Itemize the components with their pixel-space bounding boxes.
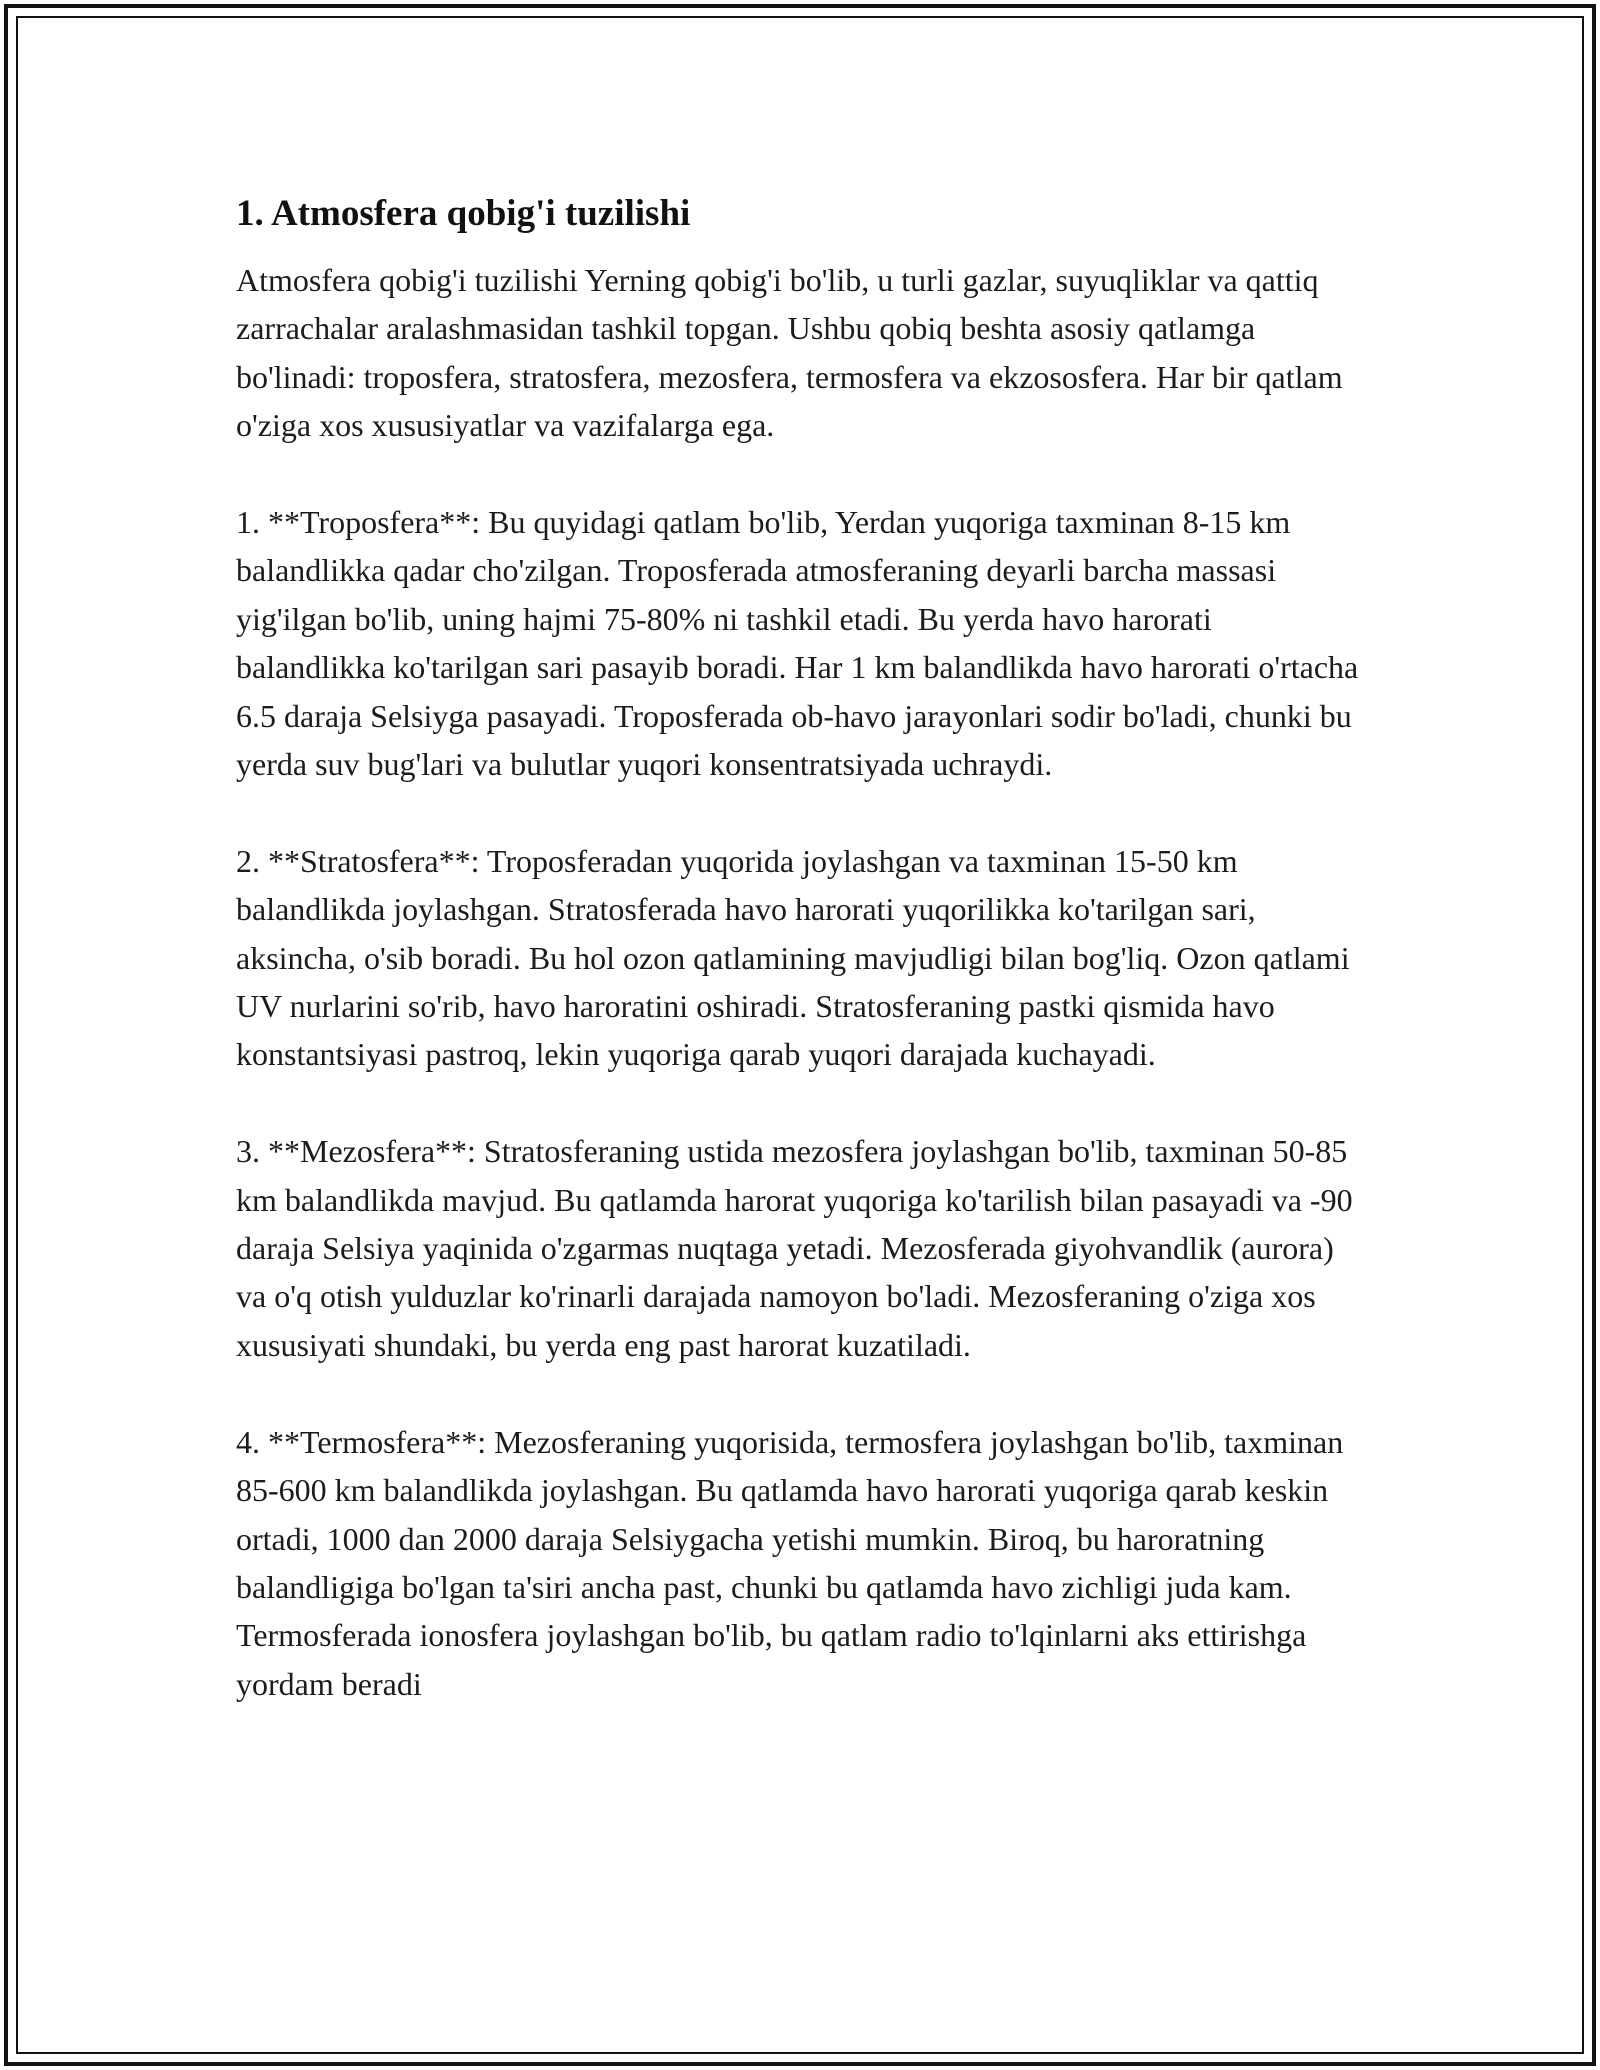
troposfera-paragraph: 1. **Troposfera**: Bu quyidagi qatlam bo'lib, Yerdan yuqoriga taxminan 8-15 km balandlikka qadar cho'zilgan. Troposferada atmosferaning deyarli barcha massasi yig'ilgan bo'lib, uning hajmi 75-80% ni tashkil etadi. Bu yerda havo harorati balandlikka ko'tarilgan sari pasayib boradi. Har 1 km balandlikda havo harorati o'rtacha 6.5 daraja Selsiyga pasayadi. Troposferada ob-havo jarayonlari sodir bo'ladi, chunki bu yerda suv bug'lari va bulutlar yuqori konsentratsiyada uchraydi. — [236, 504, 1359, 783]
termosfera-paragraph: 4. **Termosfera**: Mezosferaning yuqorisida, termosfera joylashgan bo'lib, taxminan 85-600 km balandlikda joylashgan. Bu qatlamda havo harorati yuqoriga qarab keskin ortadi, 1000 dan 2000 daraja Selsiygacha yetishi mumkin. Biroq, bu haroratning balandligiga bo'lgan ta'siri ancha past, chunki bu qatlamda havo zichligi juda kam. Termosferada ionosfera joylashgan bo'lib, bu qatlam radio to'lqinlarni aks ettirishga yordam beradi — [236, 1423, 1344, 1702]
intro-paragraph: Atmosfera qobig'i tuzilishi Yerning qobig'i bo'lib, u turli gazlar, suyuqliklar va qattiq zarrachalar aralashmasidan tashkil topgan. Ushbu qobiq beshta asosiy qatlamga bo'linadi: troposfera, stratosfera, mezosfera, termosfera va ekzososfera. Har bir qatlam o'ziga xos xususiyatlar va vazifalarga ega. — [236, 262, 1343, 444]
document-body — [236, 186, 1364, 1708]
mezosfera-paragraph: 3. **Mezosfera**: Stratosferaning ustida mezosfera joylashgan bo'lib, taxminan 50-85 km balandlikda mavjud. Bu qatlamda harorat yuqoriga ko'tarilish bilan pasayadi va -90 daraja Selsiya yaqinida o'zgarmas nuqtaga yetadi. Mezosferada giyohvandlik (aurora) va o'q otish yulduzlar ko'rinarli darajada namoyon bo'ladi. Mezosferaning o'ziga xos xususiyati shundaki, bu yerda eng past harorat kuzatiladi. — [236, 1133, 1353, 1363]
document-title: 1. Atmosfera qobig'i tuzilishi — [236, 193, 691, 234]
stratosfera-paragraph: 2. **Stratosfera**: Troposferadan yuqorida joylashgan va taxminan 15-50 km balandlikda joylashgan. Stratosferada havo harorati yuqorilikka ko'tarilgan sari, aksincha, o'sib boradi. Bu hol ozon qatlamining mavjudligi bilan bog'liq. Ozon qatlami UV nurlarini so'rib, havo haroratini oshiradi. Stratosferaning pastki qismida havo konstantsiyasi pastroq, lekin yuqoriga qarab yuqori darajada kuchayadi. — [236, 842, 1350, 1073]
